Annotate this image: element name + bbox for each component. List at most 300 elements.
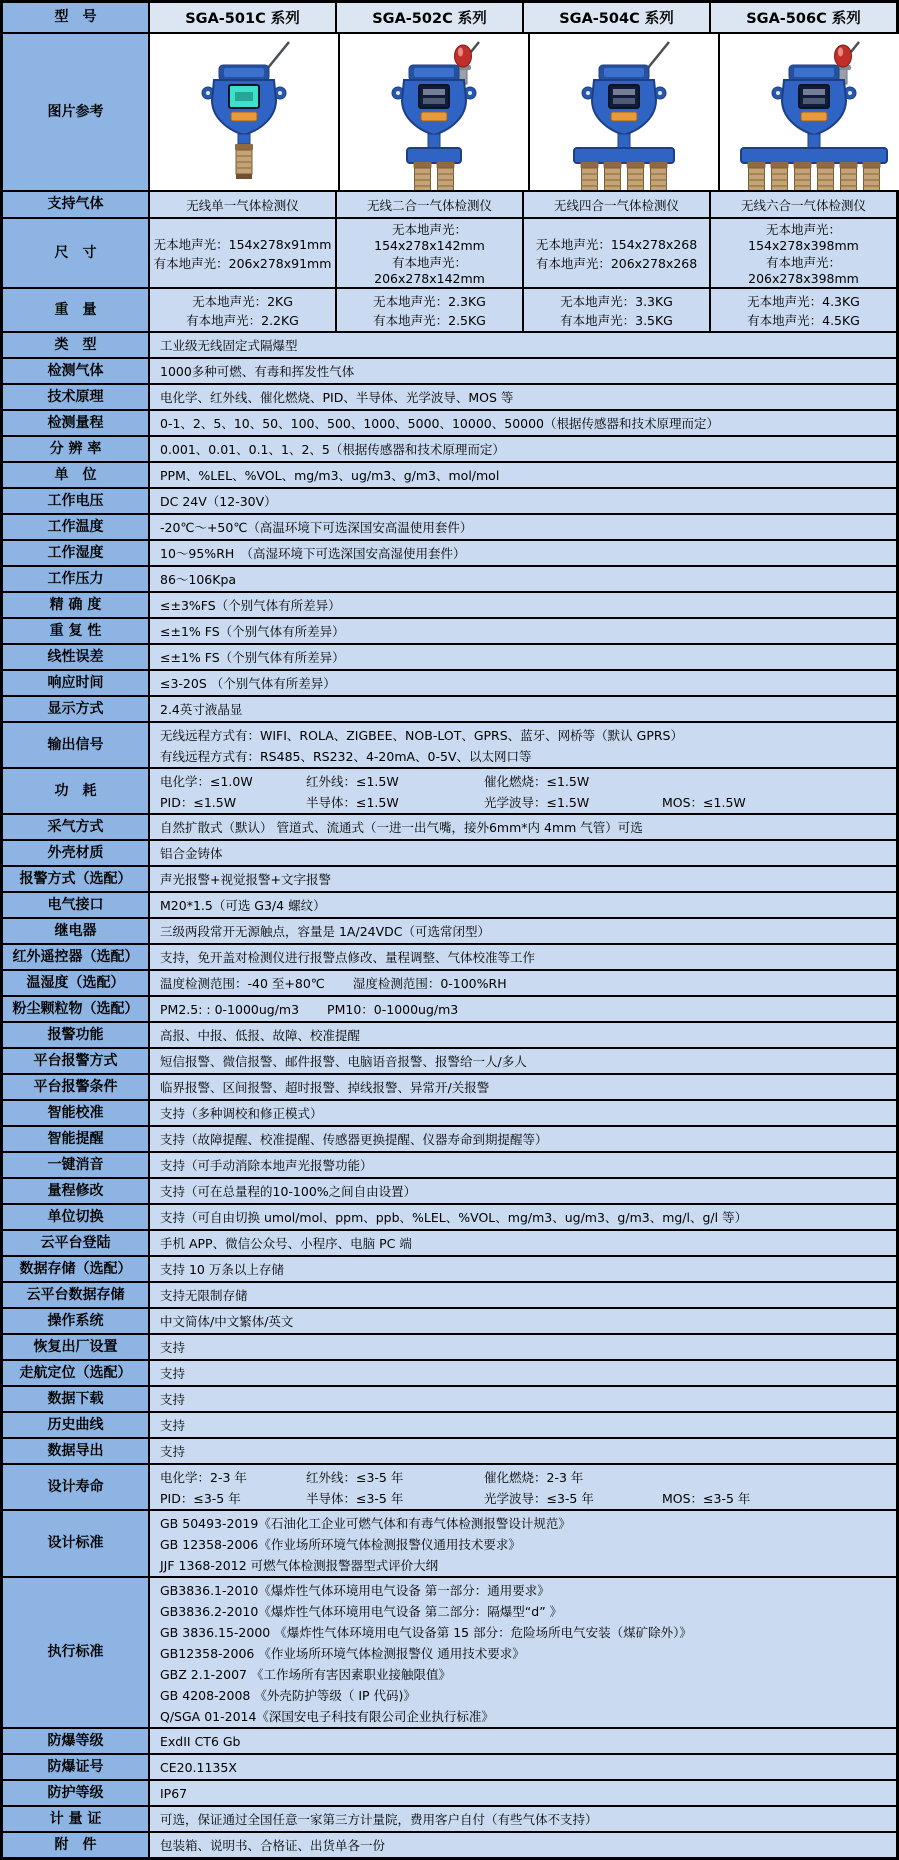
- spec-value: [150, 1023, 896, 1047]
- spec-value-segment: ≤3-20S （个别气体有所差异）: [160, 676, 336, 691]
- spec-value-line: [160, 770, 896, 791]
- spec-value-line: 无本地声光：154x278x91mm: [153, 236, 332, 252]
- spec-row: [3, 1309, 896, 1335]
- spec-label: 走航定位（选配）: [3, 1361, 150, 1385]
- spec-label: 线性误差: [3, 645, 150, 669]
- spec-value-line: [160, 1579, 896, 1600]
- spec-value-segment: MOS：≤3-5 年: [662, 1490, 751, 1506]
- spec-value-segment: PM10：0-1000ug/m3: [327, 1002, 459, 1017]
- spec-label: 量程修改: [3, 1179, 150, 1203]
- sensor-cap: [650, 162, 668, 168]
- spec-value: [150, 1755, 896, 1779]
- sensor-cap: [414, 162, 432, 168]
- spec-value-line: [160, 973, 896, 993]
- model-spec-row: [3, 219, 896, 289]
- spec-row: [3, 723, 896, 769]
- spec-row: [3, 1127, 896, 1153]
- spec-value-segment: 红外线：≤3-5 年: [306, 1469, 404, 1485]
- spec-value: [150, 1729, 896, 1753]
- screen-readout: [613, 89, 635, 95]
- spec-value-segment: 支持: [160, 1392, 186, 1407]
- spec-value-line: 无本地声光：3.3KG: [560, 293, 673, 309]
- spec-value-line: [160, 1621, 896, 1642]
- sensor-cap: [794, 162, 812, 168]
- spec-value-segment: 光学波导：≤3-5 年: [484, 1490, 594, 1506]
- spec-label: 重 复 性: [3, 619, 150, 643]
- device-head-face: [414, 68, 454, 77]
- spec-value-line: [160, 569, 896, 589]
- spec-row: [3, 697, 896, 723]
- sensor-cap: [235, 144, 253, 150]
- spec-label: 检测量程: [3, 411, 150, 435]
- spec-value-segment: 2.4英寸液晶显: [160, 702, 243, 717]
- spec-label: 历史曲线: [3, 1413, 150, 1437]
- spec-value-line: [160, 361, 896, 381]
- spec-value: [150, 815, 896, 839]
- spec-label: 显示方式: [3, 697, 150, 721]
- screen-readout: [423, 89, 445, 95]
- model-spec-value: [711, 289, 896, 331]
- spec-value-line: [160, 1337, 896, 1357]
- spec-value: [150, 1335, 896, 1359]
- spec-row: [3, 645, 896, 671]
- spec-value-segment: Q/SGA 01-2014《深国安电子科技有限公司企业执行标准》: [160, 1708, 494, 1724]
- spec-value-segment: 支持: [160, 1444, 186, 1459]
- spec-value-line: [160, 1487, 896, 1508]
- spec-value: [150, 945, 896, 969]
- model-header: SGA-506C 系列: [711, 3, 896, 32]
- device-illustration: [150, 38, 338, 190]
- spec-row: [3, 893, 896, 919]
- model-spec-value: [524, 219, 711, 287]
- spec-row: [3, 671, 896, 697]
- spec-value: [150, 1231, 896, 1255]
- spec-value-line: [160, 1441, 896, 1461]
- screen-readout: [235, 92, 253, 101]
- beacon-highlight: [458, 48, 463, 57]
- spec-value-segment: PM2.5: : 0-1000ug/m3: [160, 1001, 300, 1017]
- screen-readout: [803, 89, 825, 95]
- device-image-1: [150, 38, 338, 190]
- spec-value-segment: 0-1、2、5、10、50、100、500、1000、5000、10000、50000（根据传感器和技术原理而定）: [160, 416, 720, 431]
- model-spec-value: [150, 192, 337, 217]
- device-image-cell: [340, 34, 530, 190]
- spec-label: 重 量: [3, 289, 150, 331]
- spec-value-line: [160, 1835, 896, 1855]
- spec-value-segment: 包装箱、说明书、合格证、出货单各一份: [160, 1838, 386, 1853]
- spec-row: [3, 1179, 896, 1205]
- spec-value-segment: 支持: [160, 1418, 186, 1433]
- spec-label: 工作湿度: [3, 541, 150, 565]
- spec-value-segment: 高报、中报、低报、故障、校准提醒: [160, 1028, 361, 1043]
- spec-value-line: 有本地声光：206x278x398mm: [748, 255, 859, 286]
- spec-value-segment: 催化燃烧：≤1.5W: [484, 773, 590, 789]
- spec-value-line: [160, 724, 896, 745]
- spec-label: 输出信号: [3, 723, 150, 767]
- spec-value-line: [160, 1554, 896, 1575]
- spec-value-line: 无本地声光：154x278x398mm: [748, 222, 859, 253]
- spec-row: [3, 1729, 896, 1755]
- spec-value-line: [160, 595, 896, 615]
- spec-label: 设计寿命: [3, 1465, 150, 1509]
- sensor-manifold: [741, 148, 887, 163]
- device-illustration: [530, 38, 718, 190]
- spec-value-line: [160, 1415, 896, 1435]
- spec-value-line: [160, 517, 896, 537]
- sensor-manifold: [407, 148, 461, 163]
- device-screen: [799, 85, 829, 108]
- spec-value: [150, 1179, 896, 1203]
- spec-value-line: [160, 1285, 896, 1305]
- spec-value-line: 有本地声光：2.5KG: [373, 312, 486, 328]
- spec-value-line: [160, 843, 896, 863]
- spec-value: [150, 1807, 896, 1831]
- spec-value-line: [160, 1731, 896, 1751]
- spec-value-line: 无本地声光：4.3KG: [747, 293, 860, 309]
- spec-row: [3, 1101, 896, 1127]
- model-header: SGA-502C 系列: [337, 3, 524, 32]
- spec-value-line: [160, 1663, 896, 1684]
- device-buttons: [231, 112, 257, 121]
- spec-value-line: [160, 621, 896, 641]
- spec-label: 报警功能: [3, 1023, 150, 1047]
- spec-value: [150, 971, 896, 995]
- spec-label: 温湿度（选配）: [3, 971, 150, 995]
- sensor-cap: [581, 162, 599, 168]
- spec-label: 粉尘颗粒物（选配）: [3, 997, 150, 1021]
- spec-row: [3, 1781, 896, 1807]
- spec-label: 云平台数据存储: [3, 1283, 150, 1307]
- spec-label: 平台报警条件: [3, 1075, 150, 1099]
- spec-label: 类 型: [3, 333, 150, 357]
- spec-value-line: 无线单一气体检测仪: [186, 197, 299, 213]
- spec-row: [3, 867, 896, 893]
- spec-value-line: 有本地声光：206x278x268: [535, 255, 698, 271]
- spec-value: [150, 619, 896, 643]
- spec-value-segment: 支持（可手动消除本地声光报警功能）: [160, 1158, 373, 1173]
- device-screen: [419, 85, 449, 108]
- spec-value: [150, 867, 896, 891]
- spec-value-segment: ≤±1% FS（个别气体有所差异）: [160, 624, 345, 639]
- spec-value-line: [160, 1533, 896, 1554]
- spec-value-segment: GB 4208-2008 《外壳防护等级（ IP 代码)》: [160, 1687, 416, 1703]
- spec-value-segment: JJF 1368-2012 可燃气体检测报警器型式评价大纲: [160, 1557, 439, 1573]
- spec-value-segment: 临界报警、区间报警、超时报警、掉线报警、异常开/关报警: [160, 1080, 490, 1095]
- spec-label: 操作系统: [3, 1309, 150, 1333]
- model-spec-row: [3, 289, 896, 333]
- spec-row: [3, 1257, 896, 1283]
- device-buttons: [611, 112, 637, 121]
- device-head-face: [224, 68, 264, 77]
- spec-value: [150, 997, 896, 1021]
- spec-value-line: [160, 699, 896, 719]
- spec-row: [3, 1755, 896, 1781]
- spec-row: [3, 997, 896, 1023]
- sensor-cap: [817, 162, 835, 168]
- spec-row: [3, 593, 896, 619]
- spec-label: 响应时间: [3, 671, 150, 695]
- spec-value-segment: 无线远程方式有：WIFI、ROLA、ZIGBEE、NOB-LOT、GPRS、蓝牙、网桥等（默认 GPRS）: [160, 727, 683, 743]
- spec-label: 防爆证号: [3, 1755, 150, 1779]
- spec-row: [3, 1335, 896, 1361]
- spec-label: 检测气体: [3, 359, 150, 383]
- spec-value: [150, 359, 896, 383]
- spec-label: 技术原理: [3, 385, 150, 409]
- device-image-cell: [530, 34, 720, 190]
- spec-row: [3, 333, 896, 359]
- spec-value: [150, 541, 896, 565]
- model-spec-value: [337, 192, 524, 217]
- spec-value-segment: GB3836.2-2010《爆炸性气体环境用电气设备 第二部分：隔爆型“d” 》: [160, 1603, 563, 1619]
- device-image-cell: [720, 34, 899, 190]
- spec-value: [150, 489, 896, 513]
- spec-value: [150, 841, 896, 865]
- spec-value-line: [160, 1025, 896, 1045]
- spec-value-segment: 中文简体/中文繁体/英文: [160, 1314, 294, 1329]
- spec-label: 恢复出厂设置: [3, 1335, 150, 1359]
- spec-value-line: [160, 1466, 896, 1487]
- spec-value-line: [160, 1233, 896, 1253]
- sensor-cap: [748, 162, 766, 168]
- spec-value-segment: 86～106Kpa: [160, 572, 237, 587]
- spec-value-line: 有本地声光：4.5KG: [747, 312, 860, 328]
- spec-row: [3, 1807, 896, 1833]
- spec-value: [150, 1101, 896, 1125]
- spec-value-segment: M20*1.5（可选 G3/4 螺纹）: [160, 898, 326, 913]
- spec-value: [150, 1153, 896, 1177]
- spec-value: [150, 1361, 896, 1385]
- spec-value: [150, 723, 896, 767]
- spec-row: [3, 945, 896, 971]
- spec-value-segment: 支持（可在总量程的10-100%之间自由设置）: [160, 1184, 417, 1199]
- spec-value-segment: 短信报警、微信报警、邮件报警、电脑语音报警、报警给一人/多人: [160, 1054, 527, 1069]
- screen-readout: [423, 98, 445, 104]
- spec-value-segment: CE20.1135X: [160, 1759, 237, 1775]
- spec-value-line: [160, 439, 896, 459]
- spec-value-segment: -20℃～+50℃（高温环境下可选深国安高温使用套件）: [160, 520, 473, 535]
- spec-label: 执行标准: [3, 1578, 150, 1727]
- spec-value-segment: GB12358-2006 《作业场所环境气体检测报警仪 通用技术要求》: [160, 1645, 525, 1661]
- spec-label: 设计标准: [3, 1511, 150, 1576]
- sensor-cap: [437, 162, 455, 168]
- spec-value: [150, 1833, 896, 1857]
- device-neck: [808, 134, 820, 148]
- spec-label: 工作温度: [3, 515, 150, 539]
- spec-row: [3, 1511, 896, 1578]
- model-spec-value: [337, 289, 524, 331]
- spec-value-line: [160, 673, 896, 693]
- spec-value-segment: ≤±1% FS（个别气体有所差异）: [160, 650, 345, 665]
- spec-value-line: [160, 491, 896, 511]
- device-image-cell: [150, 34, 340, 190]
- spec-value: [150, 1049, 896, 1073]
- sensor-manifold: [574, 148, 674, 163]
- spec-row: [3, 1361, 896, 1387]
- spec-row: [3, 619, 896, 645]
- spec-label: 单 位: [3, 463, 150, 487]
- model-spec-value: [524, 192, 711, 217]
- spec-value-segment: PID：≤1.5W: [160, 794, 237, 810]
- spec-value-line: [160, 1207, 896, 1227]
- spec-row: [3, 1049, 896, 1075]
- image-row-label: 图片参考: [3, 34, 150, 190]
- screen-readout: [803, 98, 825, 104]
- spec-value-segment: 半导体：≤1.5W: [306, 794, 399, 810]
- header-row: [3, 3, 896, 34]
- spec-row: [3, 1231, 896, 1257]
- spec-value-segment: 支持（故障提醒、校准提醒、传感器更换提醒、仪器寿命到期提醒等）: [160, 1132, 548, 1147]
- device-image-2: [340, 38, 528, 190]
- spec-row: [3, 1413, 896, 1439]
- spec-row: [3, 1205, 896, 1231]
- spec-value-line: [160, 1259, 896, 1279]
- spec-row: [3, 411, 896, 437]
- spec-value-segment: 催化燃烧：2-3 年: [484, 1469, 584, 1485]
- spec-row: [3, 437, 896, 463]
- spec-value-line: [160, 999, 896, 1019]
- spec-value-segment: GB 50493-2019《石油化工企业可燃气体和有毒气体检测报警设计规范》: [160, 1515, 571, 1531]
- spec-value-line: [160, 1757, 896, 1777]
- spec-value: [150, 437, 896, 461]
- spec-value: [150, 1781, 896, 1805]
- spec-value-line: [160, 1705, 896, 1726]
- spec-value-segment: 三级两段常开无源触点，容量是 1A/24VDC（可选常闭型）: [160, 924, 490, 939]
- spec-value: [150, 919, 896, 943]
- spec-row: [3, 1387, 896, 1413]
- spec-value-segment: 支持（多种调校和修正模式）: [160, 1106, 323, 1121]
- spec-label: 工作电压: [3, 489, 150, 513]
- spec-label: 采气方式: [3, 815, 150, 839]
- spec-value-line: [160, 745, 896, 766]
- spec-value-segment: GBZ 2.1-2007 《工作场所有害因素职业接触限值》: [160, 1666, 451, 1682]
- spec-value-line: 有本地声光：2.2KG: [186, 312, 299, 328]
- device-head-face: [604, 68, 644, 77]
- spec-value-segment: ≤±3%FS（个别气体有所差异）: [160, 598, 341, 613]
- sensor-cap: [604, 162, 622, 168]
- spec-row: [3, 1833, 896, 1857]
- spec-value-segment: 支持 10 万条以上存储: [160, 1262, 284, 1277]
- spec-value: [150, 333, 896, 357]
- spec-value-segment: 手机 APP、微信公众号、小程序、电脑 PC 端: [160, 1236, 412, 1251]
- device-neck: [618, 134, 630, 148]
- spec-value-line: [160, 1809, 896, 1829]
- spec-label: 平台报警方式: [3, 1049, 150, 1073]
- spec-value: [150, 645, 896, 669]
- spec-row: [3, 515, 896, 541]
- spec-value-line: [160, 1389, 896, 1409]
- spec-value-segment: 支持: [160, 1366, 186, 1381]
- spec-label: 数据存储（选配）: [3, 1257, 150, 1281]
- device-illustration: [340, 38, 528, 190]
- spec-value: [150, 515, 896, 539]
- spec-label: 分 辨 率: [3, 437, 150, 461]
- spec-value: [150, 671, 896, 695]
- spec-value-line: 有本地声光：206x278x142mm: [374, 255, 485, 286]
- spec-row: [3, 1283, 896, 1309]
- spec-value: [150, 567, 896, 591]
- spec-value-segment: DC 24V（12-30V）: [160, 494, 277, 509]
- model-spec-row: [3, 192, 896, 219]
- spec-value-line: [160, 1077, 896, 1097]
- spec-value-line: [160, 413, 896, 433]
- spec-value-line: [160, 1600, 896, 1621]
- spec-value: [150, 463, 896, 487]
- spec-value-line: [160, 1642, 896, 1663]
- spec-row: [3, 567, 896, 593]
- spec-row: [3, 919, 896, 945]
- spec-label: 数据下载: [3, 1387, 150, 1411]
- spec-value-segment: 支持，免开盖对检测仪进行报警点修改、量程调整、气体校准等工作: [160, 950, 536, 965]
- spec-label: 功 耗: [3, 769, 150, 813]
- spec-value-line: [160, 869, 896, 889]
- spec-value: [150, 411, 896, 435]
- spec-value-segment: GB 12358-2006《作业场所环境气体检测报警仪通用技术要求》: [160, 1536, 521, 1552]
- model-spec-value: [711, 192, 896, 217]
- spec-value-line: [160, 1311, 896, 1331]
- spec-value-segment: 光学波导：≤1.5W: [484, 794, 590, 810]
- spec-value-line: 无本地声光：2KG: [192, 293, 293, 309]
- model-spec-value: [150, 289, 337, 331]
- spec-value: [150, 1387, 896, 1411]
- sensor-cap: [627, 162, 645, 168]
- spec-value: [150, 1257, 896, 1281]
- spec-label: 计 量 证: [3, 1807, 150, 1831]
- spec-label: 智能提醒: [3, 1127, 150, 1151]
- spec-value-line: [160, 791, 896, 812]
- spec-label: 继电器: [3, 919, 150, 943]
- spec-value-segment: IP67: [160, 1785, 188, 1801]
- spec-value-line: [160, 1363, 896, 1383]
- model-spec-value: [711, 219, 896, 287]
- spec-value-segment: 可选，保证通过全国任意一家第三方计量院，费用客户自付（有些气体不支持）: [160, 1812, 598, 1827]
- spec-value-line: 有本地声光：206x278x91mm: [153, 255, 332, 271]
- spec-row: [3, 1578, 896, 1729]
- spec-value-line: 无线四合一气体检测仪: [553, 197, 679, 213]
- beacon-dome-icon: [455, 45, 472, 67]
- spec-label: 防护等级: [3, 1781, 150, 1805]
- spec-value-line: [160, 387, 896, 407]
- spec-label: 精 确 度: [3, 593, 150, 617]
- spec-value: [150, 769, 896, 813]
- spec-value-line: [160, 1155, 896, 1175]
- spec-value-line: 有本地声光：3.5KG: [560, 312, 673, 328]
- spec-value: [150, 1127, 896, 1151]
- spec-row: [3, 1439, 896, 1465]
- spec-value-segment: 铝合金铸体: [160, 846, 223, 861]
- spec-label: 支持气体: [3, 192, 150, 217]
- spec-label: 报警方式（选配）: [3, 867, 150, 891]
- model-spec-value: [524, 289, 711, 331]
- spec-label: 数据导出: [3, 1439, 150, 1463]
- spec-row: [3, 359, 896, 385]
- spec-row: [3, 971, 896, 997]
- spec-value-line: 无本地声光：154x278x142mm: [374, 222, 485, 253]
- spec-value-segment: 1000多种可燃、有毒和挥发性气体: [160, 364, 355, 379]
- spec-label: 电气接口: [3, 893, 150, 917]
- spec-value: [150, 1578, 896, 1727]
- spec-label: 云平台登陆: [3, 1231, 150, 1255]
- spec-value-segment: 温度检测范围：-40 至+80℃: [160, 976, 325, 991]
- image-reference-row: [3, 34, 896, 192]
- spec-value-segment: 支持（可自由切换 umol/mol、ppm、ppb、%LEL、%VOL、mg/m3、ug/m3、g/m3、mg/l、g/l 等）: [160, 1210, 748, 1225]
- model-row-header: 型 号: [3, 3, 150, 32]
- spec-value-line: [160, 1051, 896, 1071]
- spec-row: [3, 489, 896, 515]
- spec-row: [3, 385, 896, 411]
- spec-value: [150, 1075, 896, 1099]
- device-neck: [428, 134, 440, 148]
- spec-row: [3, 541, 896, 567]
